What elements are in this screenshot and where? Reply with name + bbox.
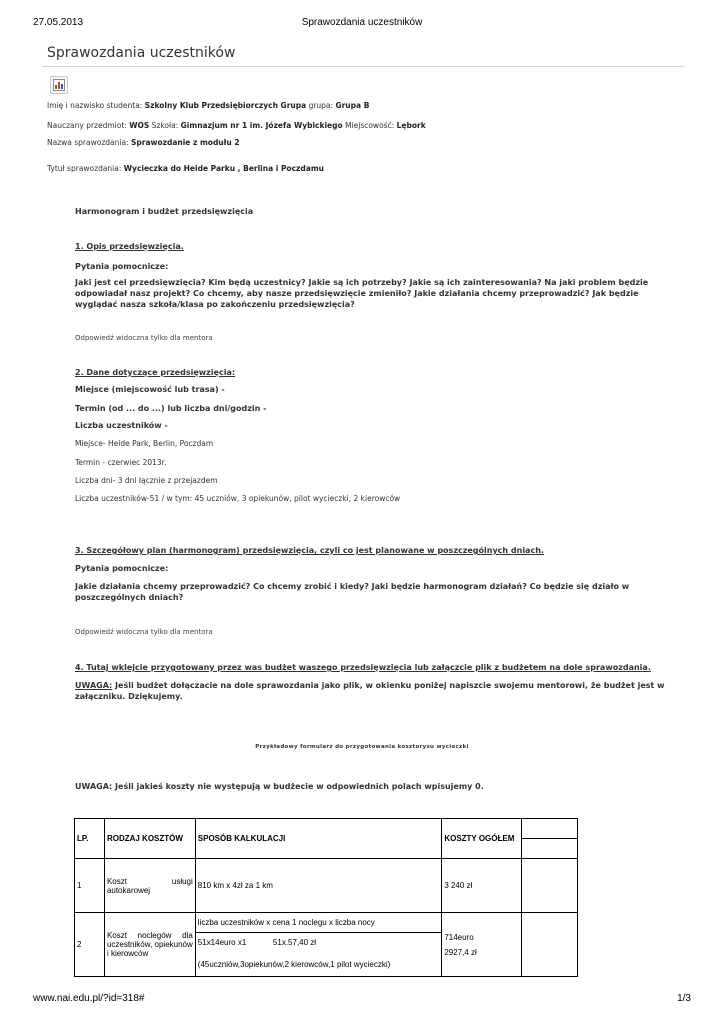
table-row	[75, 859, 578, 913]
print-date: 27.05.2013	[33, 17, 84, 28]
header-extra-cell	[522, 819, 578, 839]
row1-method: 810 km x 4zł za 1 km	[195, 859, 442, 913]
s1-helper: Pytania pomocnicze:	[75, 262, 169, 271]
print-header	[33, 17, 691, 31]
meta-student-line: Imię i nazwisko studenta: Szkolny Klub Przedsiębiorczych Grupa grupa: Grupa B	[47, 101, 370, 110]
school-value: Gimnazjum nr 1 im. Józefa Wybickiego	[180, 121, 343, 130]
s2-count-question: Liczba uczestników -	[75, 421, 168, 430]
report-title-value: Wycieczka do Heide Parku , Berlina i Poczdamu	[123, 164, 324, 173]
cost-table	[74, 818, 578, 977]
s3-helper: Pytania pomocnicze:	[75, 564, 169, 573]
meta-subject-line: Nauczany przedmiot: WOS Szkoła: Gimnazjum nr 1 im. Józefa Wybickiego Miejscowość: Lębork	[47, 121, 426, 130]
report-value: Sprawozdanie z modułu 2	[130, 138, 240, 147]
row2-total	[442, 913, 522, 977]
group-value: Grupa B	[335, 101, 370, 110]
s2-days-answer: Liczba dni- 3 dni łącznie z przejazdem	[75, 476, 218, 485]
subject-value: WOS	[129, 121, 150, 130]
table-header-row	[75, 819, 578, 839]
row2-method-line3: (45uczniów,3opiekunów,2 kierowców,1 pilot wycieczki)	[195, 953, 442, 977]
excel-file-icon[interactable]	[50, 76, 68, 94]
print-title: Sprawozdania uczestników	[301, 17, 423, 28]
page-title: Sprawozdania uczestników	[47, 45, 236, 61]
page-number: 1/3	[677, 993, 691, 1004]
row1-kind: Koszt usługi autokarowej	[104, 859, 195, 913]
s1-header: 1. Opis przedsięwzięcia.	[75, 242, 184, 251]
zero-cost-note: UWAGA: Jeśli jakieś koszty nie występują w budżecie w odpowiednich polach wpisujemy 0.	[75, 782, 484, 791]
s1-questions: Jaki jest cel przedsięwzięcia? Kim będą uczestnicy? Jakie są ich potrzeby? Jakie są ich zainteresowania? Na jaki problem będzie odpowiadał nasz projekt? Co chcemy, aby nasze przedsięwzięcie zmieniło? Jakie działania chcemy przeprowadzić? Jak będzie wyglądać nasza szkoła/klasa po zakończeniu przedsięwzięcia?	[75, 278, 649, 309]
s2-header: 2. Dane dotyczące przedsięwzięcia:	[75, 368, 236, 377]
row2-kind: Koszt noclegów dla uczestników, opiekunów i kierowców	[104, 913, 195, 977]
s2-term-answer: Termin - czerwiec 2013r.	[75, 458, 167, 467]
row2-method-line1: liczba uczestników x cena 1 noclegu x liczba nocy	[195, 913, 442, 933]
row1-lp: 1	[75, 859, 105, 913]
header-lp: LP.	[75, 819, 105, 859]
section-main-title: Harmonogram i budżet przedsięwzięcia	[75, 207, 254, 216]
row2-method-line2: 51x14euro x1 51x.57,40 zł	[195, 933, 442, 953]
s4-warning-label: UWAGA:	[75, 681, 113, 690]
student-value: Szkolny Klub Przedsiębiorczych Grupa	[144, 101, 307, 110]
row2-lp: 2	[75, 913, 105, 977]
s1-mentor-note: Odpowiedź widoczna tylko dla mentora	[75, 334, 213, 342]
s4-header: 4. Tutaj wklejcie przygotowany przez was budżet waszego przedsięwzięcia lub załączcie plik z budżetem na dole sprawozdania.	[75, 663, 651, 672]
meta-report-line: Nazwa sprawozdania: Sprawozdanie z modułu 2	[47, 138, 240, 147]
s4-warning	[75, 680, 679, 702]
s2-place-answer: Miejsce- Heide Park, Berlin, Poczdam	[75, 439, 214, 448]
meta-title-line: Tytuł sprawozdania: Wycieczka do Heide Parku , Berlina i Poczdamu	[47, 164, 324, 173]
row1-total: 3 240 zł	[442, 859, 522, 913]
print-url: www.nai.edu.pl/?id=318#	[33, 993, 145, 1004]
row2-total-line1: 714euro	[444, 932, 474, 942]
row2-total-line2: 2927,4 zł	[444, 947, 477, 957]
row2-extra	[522, 913, 578, 977]
s3-questions: Jakie działania chcemy przeprowadzić? Co chcemy zrobić i kiedy? Jaki będzie harmonogram działań? Co będzie się działo w poszczególnych dniach?	[75, 582, 630, 602]
s3-header: 3. Szczegółowy plan (harmonogram) przedsięwzięcia, czyli co jest planowane w poszczególnych dniach.	[75, 546, 544, 555]
row1-extra	[522, 859, 578, 913]
form-caption: Przykładowy formularz do przygotowania kosztorysu wycieczki	[255, 744, 469, 750]
table-row	[75, 913, 578, 933]
header-kind: RODZAJ KOSZTÓW	[104, 819, 195, 859]
s2-place-question: Miejsce (miejscowość lub trasa) -	[75, 385, 225, 394]
s2-term-question: Termin (od ... do ...) lub liczba dni/godzin -	[75, 404, 267, 413]
city-value: Lębork	[396, 121, 426, 130]
print-footer	[33, 993, 691, 1007]
s2-count-answer: Liczba uczestników-51 / w tym: 45 uczniów, 3 opiekunów, pilot wycieczki, 2 kierowców	[75, 494, 401, 503]
header-total: KOSZTY OGÓŁEM	[442, 819, 522, 859]
header-extra-cell-2	[522, 839, 578, 859]
s4-warning-text: Jeśli budżet dołączacie na dole sprawozdania jako plik, w okienku poniżej napiszcie swojemu mentorowi, że budżet jest w załączniku. Dziękujemy.	[75, 681, 665, 701]
title-divider	[42, 66, 684, 67]
header-method: SPOSÓB KALKULACJI	[195, 819, 442, 859]
s3-mentor-note: Odpowiedź widoczna tylko dla mentora	[75, 628, 213, 636]
